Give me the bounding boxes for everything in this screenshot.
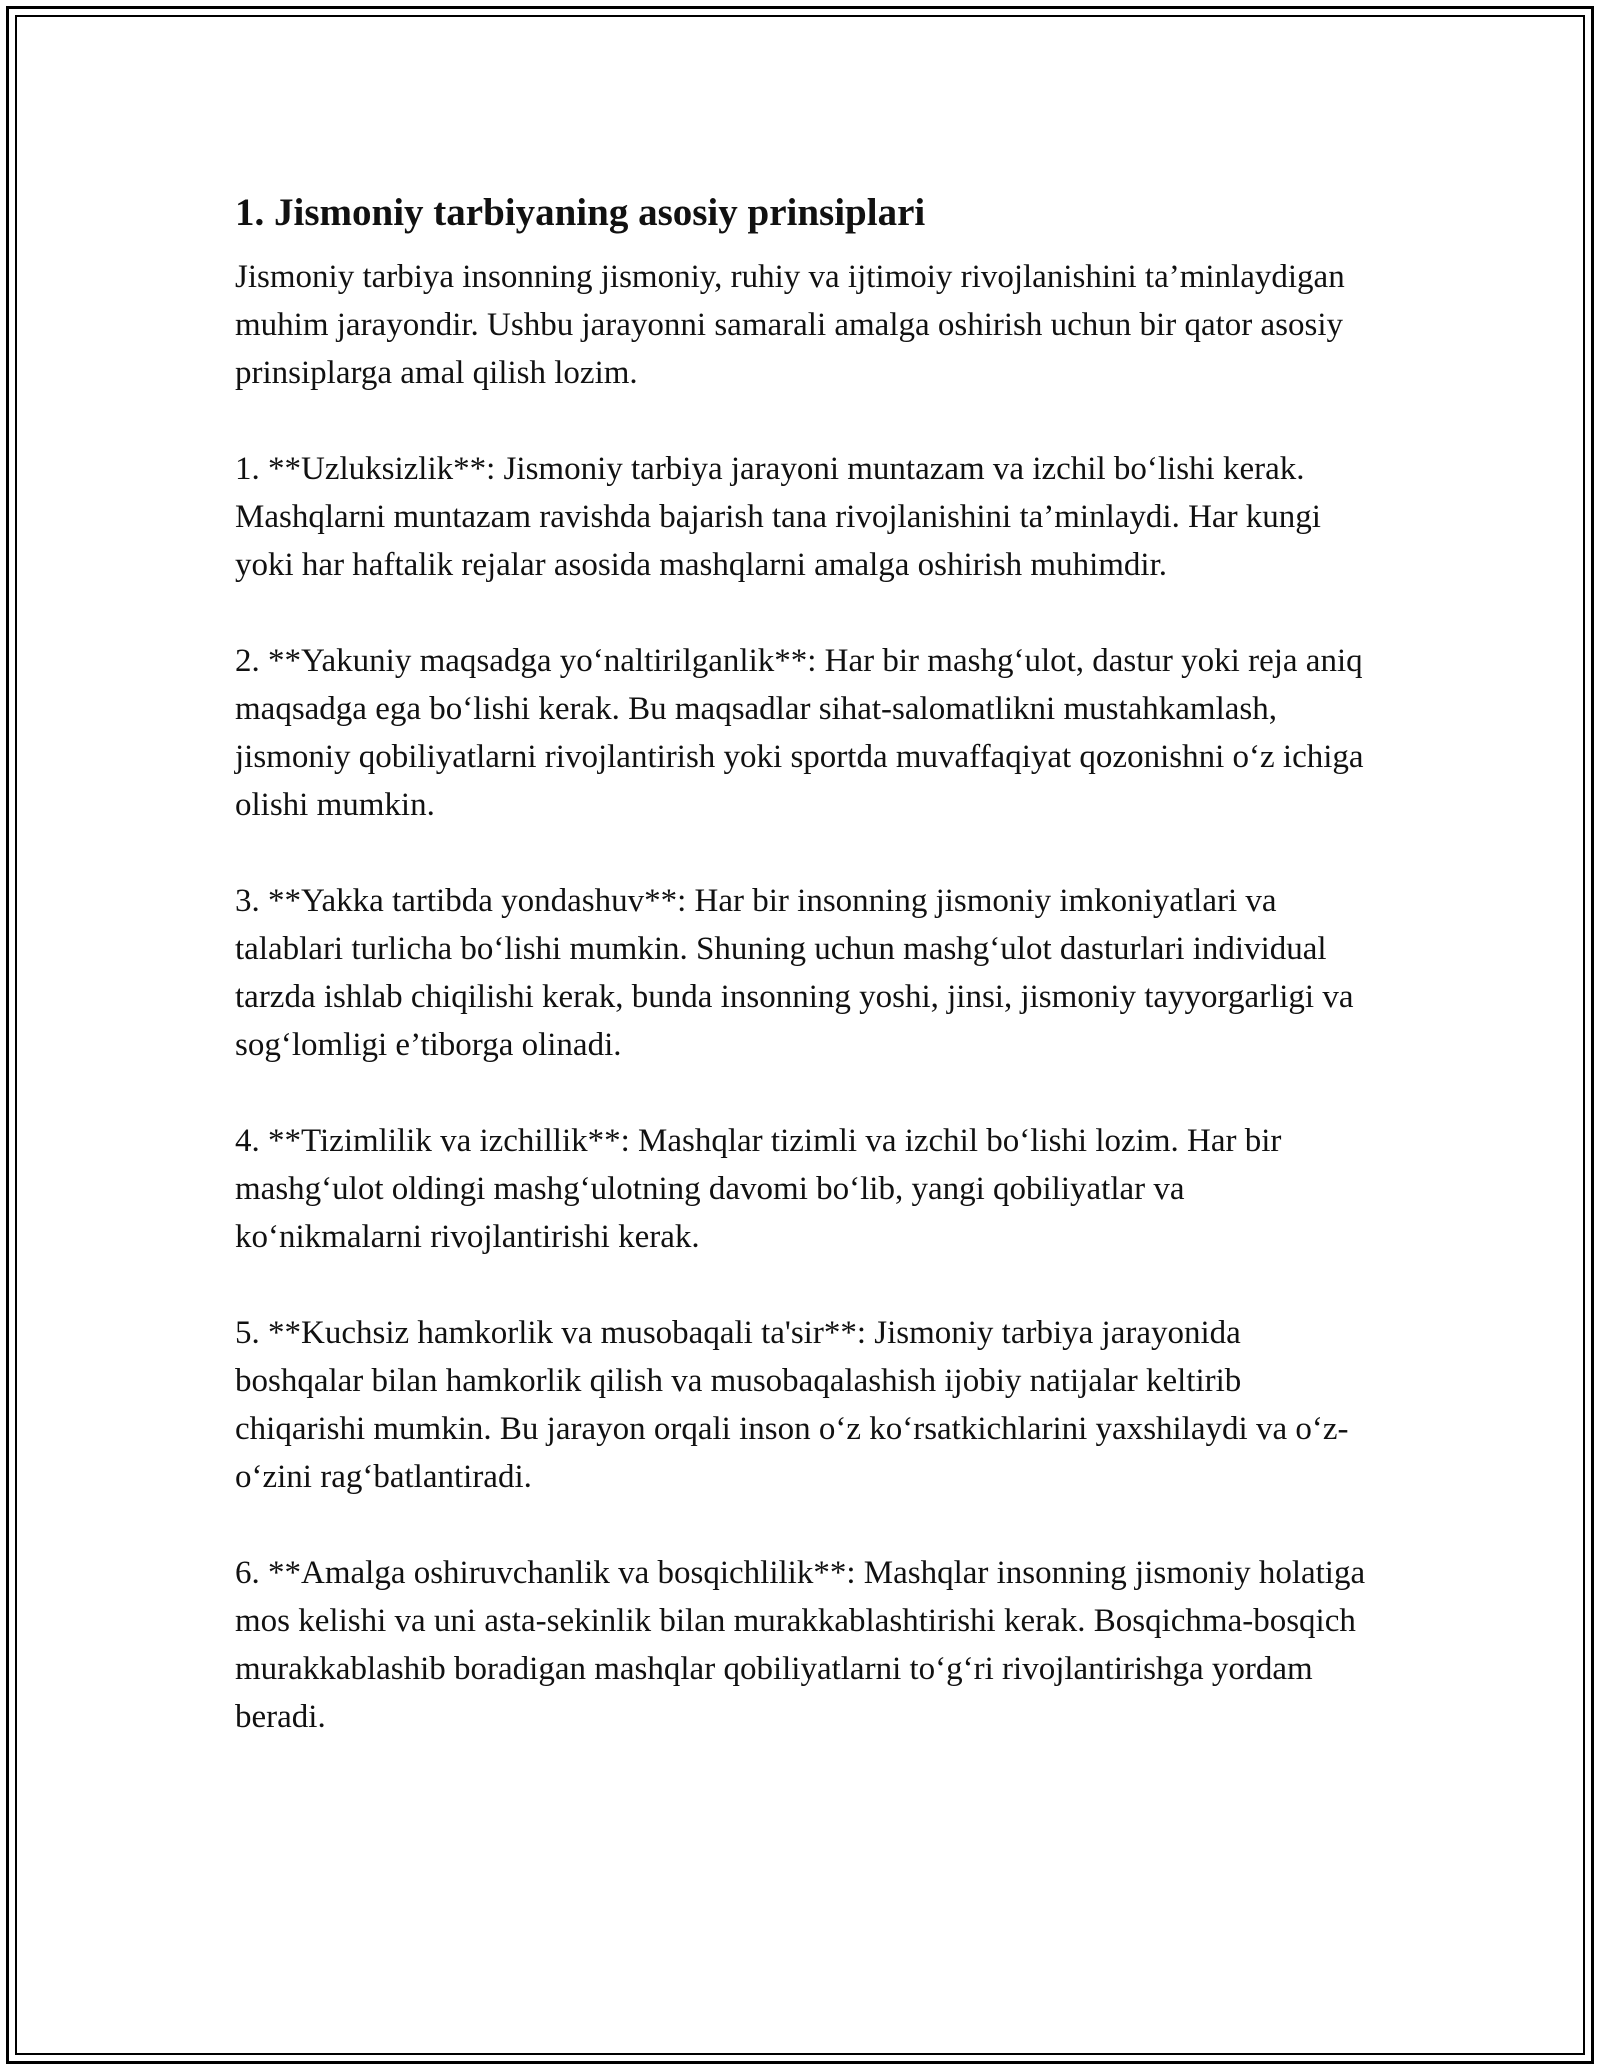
principle-paragraph-1: 1. **Uzluksizlik**: Jismoniy tarbiya jarayoni muntazam va izchil bo‘lishi kerak. Mashqlarni muntazam ravishda bajarish tana rivojlanishini ta’minlaydi. Har kungi yoki har haftalik rejalar asosida mashqlarni amalga oshirish muhimdir. xyxy=(235,451,1321,583)
principle-paragraph-6: 6. **Amalga oshiruvchanlik va bosqichlilik**: Mashqlar insonning jismoniy holatiga mos kelishi va uni asta-sekinlik bilan murakkablashtirishi kerak. Bosqichma-bosqich murakkablashib boradigan mashqlar qobiliyatlarni to‘g‘ri rivojlantirishga yordam beradi. xyxy=(235,1555,1366,1735)
principle-paragraph-5: 5. **Kuchsiz hamkorlik va musobaqali ta'sir**: Jismoniy tarbiya jarayonida boshqalar bilan hamkorlik qilish va musobaqalashish ijobiy natijalar keltirib chiqarishi mumkin. Bu jarayon orqali inson o‘z ko‘rsatkichlarini yaxshilaydi va o‘z-o‘zini rag‘batlantiradi. xyxy=(235,1315,1349,1495)
document-body xyxy=(235,185,1375,1741)
document-title: 1. Jismoniy tarbiyaning asosiy prinsiplari xyxy=(235,191,926,234)
principle-paragraph-4: 4. **Tizimlilik va izchillik**: Mashqlar tizimli va izchil bo‘lishi lozim. Har bir mashg‘ulot oldingi mashg‘ulotning davomi bo‘lib, yangi qobiliyatlar va ko‘nikmalarni rivojlantirishi kerak. xyxy=(235,1123,1282,1255)
intro-paragraph: Jismoniy tarbiya insonning jismoniy, ruhiy va ijtimoiy rivojlanishini ta’minlaydigan muhim jarayondir. Ushbu jarayonni samarali amalga oshirish uchun bir qator asosiy prinsiplarga amal qilish lozim. xyxy=(235,259,1345,391)
principle-paragraph-2: 2. **Yakuniy maqsadga yo‘naltirilganlik**: Har bir mashg‘ulot, dastur yoki reja aniq maqsadga ega bo‘lishi kerak. Bu maqsadlar sihat-salomatlikni mustahkamlash, jismoniy qobiliyatlarni rivojlantirish yoki sportda muvaffaqiyat qozonishni o‘z ichiga olishi mumkin. xyxy=(235,643,1364,823)
principle-paragraph-3: 3. **Yakka tartibda yondashuv**: Har bir insonning jismoniy imkoniyatlari va talablari turlicha bo‘lishi mumkin. Shuning uchun mashg‘ulot dasturlari individual tarzda ishlab chiqilishi kerak, bunda insonning yoshi, jinsi, jismoniy tayyorgarligi va sog‘lomligi e’tiborga olinadi. xyxy=(235,883,1354,1063)
